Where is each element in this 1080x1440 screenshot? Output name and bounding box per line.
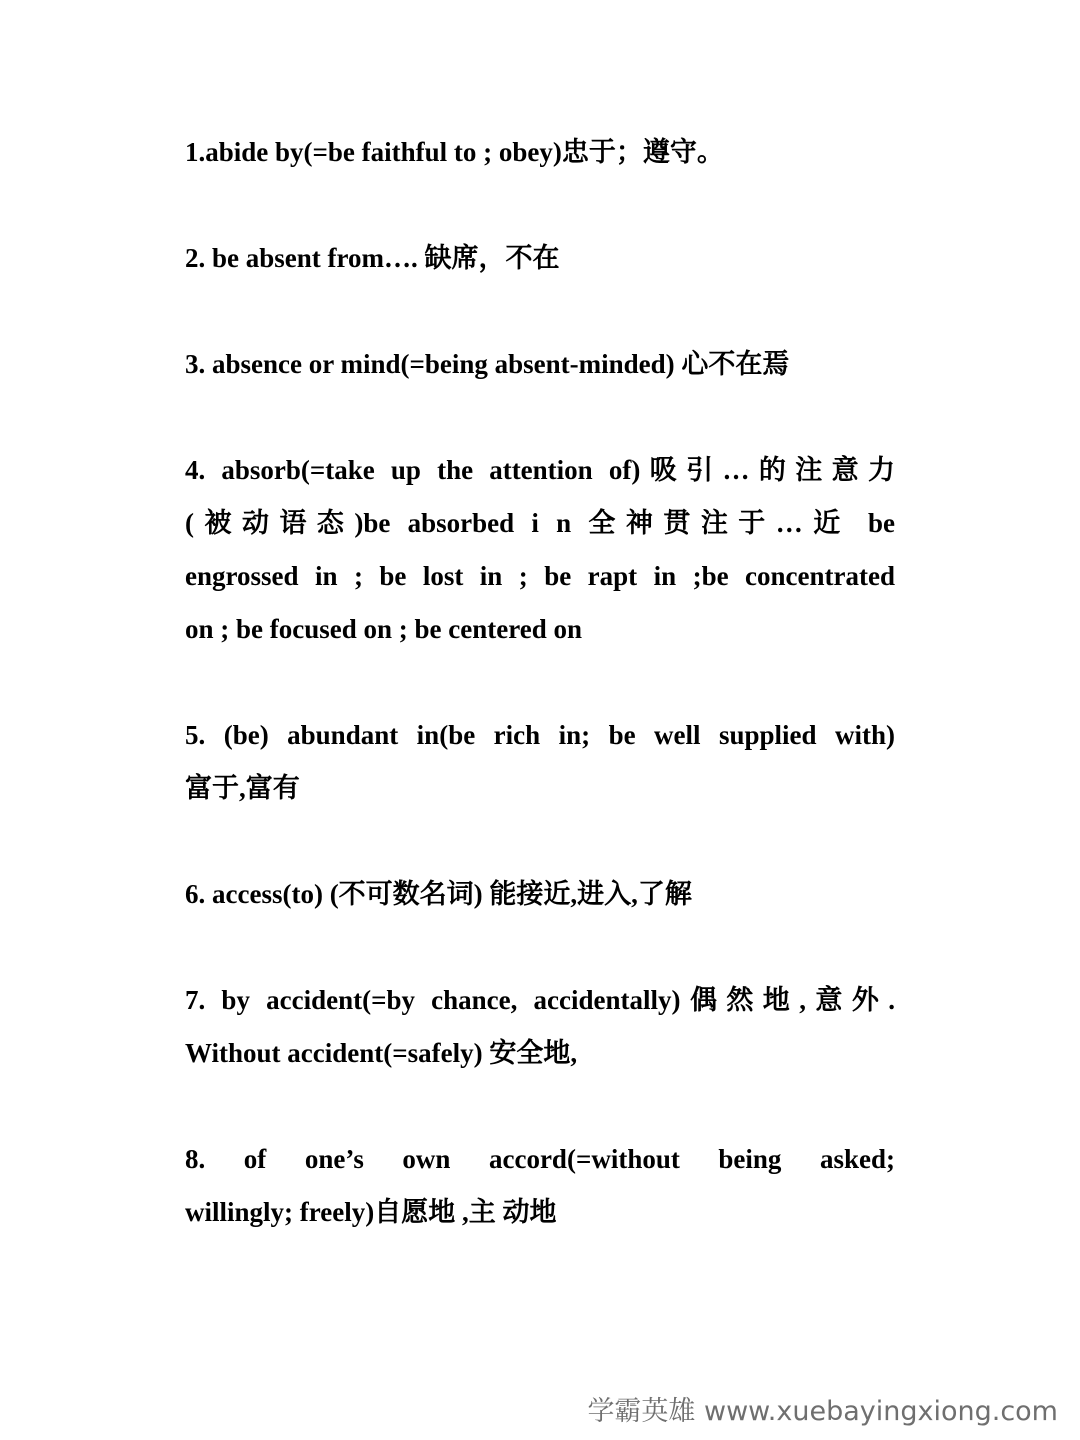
list-item (185, 709, 895, 815)
entry-line: 7. by accident(=by chance, accidentally)偶然地,意外. (185, 985, 895, 1015)
entry-line: 2. be absent from…. 缺席，不在 (185, 243, 560, 273)
list-item (185, 444, 895, 656)
document-page (185, 126, 895, 1292)
entry-line: 3. absence or mind(=being absent-minded) 心不在焉 (185, 349, 790, 379)
entry-line: 8. of one’s own accord(=without being asked; (185, 1144, 895, 1174)
entry-line: engrossed in ; be lost in ; be rapt in ;be concentrated (185, 561, 895, 591)
entry-line: 富于,富有 (185, 773, 300, 803)
entry-line: (被动语态)be absorbed i n 全神贯注于…近 be (185, 508, 895, 538)
list-item (185, 338, 895, 391)
entry-line: Without accident(=safely) 安全地, (185, 1038, 578, 1068)
list-item (185, 126, 895, 179)
entry-line: 4. absorb(=take up the attention of)吸引…的注意力 (185, 455, 895, 485)
entry-line: 6. access(to) (不可数名词) 能接近,进入,了解 (185, 879, 692, 909)
entry-line: willingly; freely)自愿地 ,主 动地 (185, 1197, 557, 1227)
entry-line: 1.abide by(=be faithful to ; obey)忠于；遵守。 (185, 137, 724, 167)
list-item (185, 1133, 895, 1239)
watermark: 学霸英雄 www.xuebayingxiong.com (587, 1396, 1058, 1427)
entry-line: 5. (be) abundant in(be rich in; be well supplied with) (185, 720, 895, 750)
list-item (185, 232, 895, 285)
entry-line: on ; be focused on ; be centered on (185, 614, 582, 644)
list-item (185, 974, 895, 1080)
list-item (185, 868, 895, 921)
